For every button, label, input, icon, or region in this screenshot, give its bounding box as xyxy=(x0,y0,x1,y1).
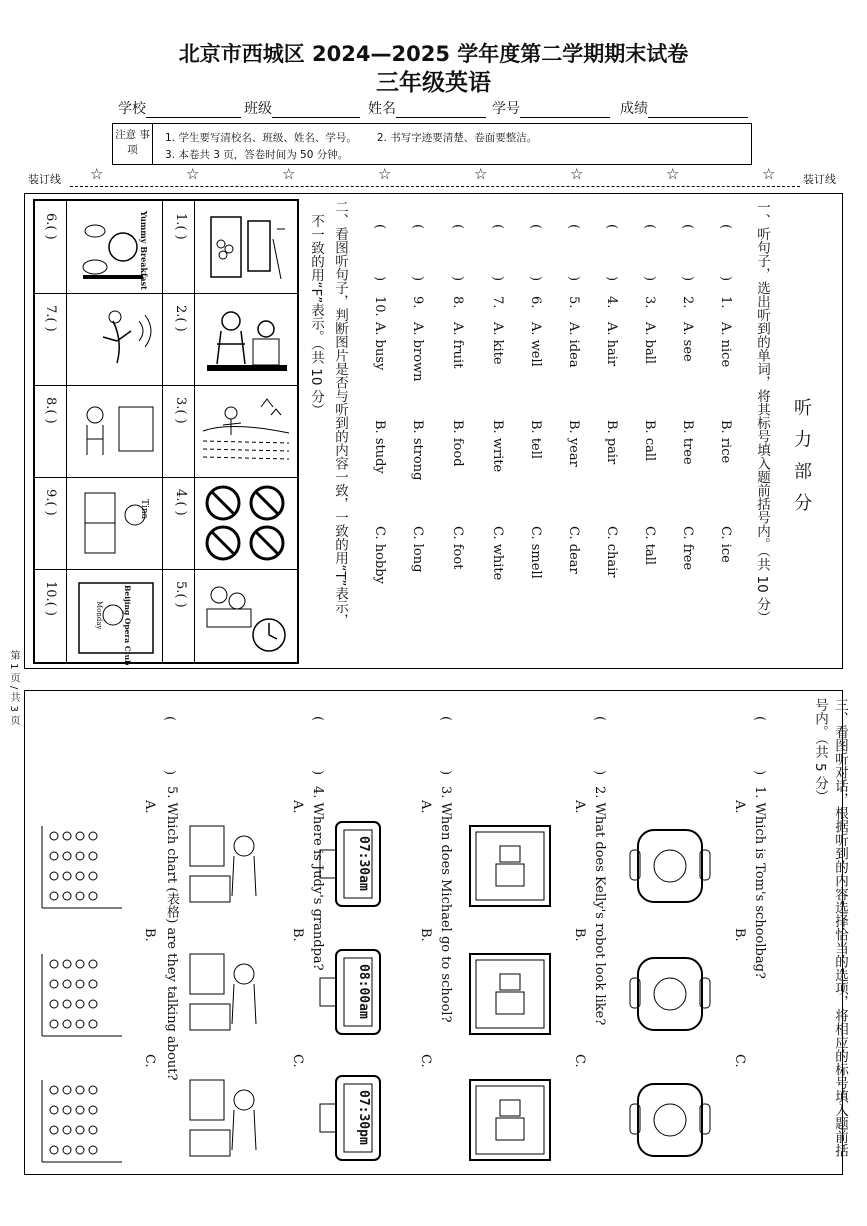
alarm-clock-picture xyxy=(310,1070,402,1170)
clock-time: 08:00am xyxy=(356,964,371,1019)
answer-bracket-close[interactable]: ) xyxy=(438,770,453,776)
tina-picture xyxy=(73,485,159,565)
star-icon: ☆ xyxy=(762,165,776,183)
question-text: 5. Which chart (表格) are they talking about? xyxy=(164,786,179,1081)
answer-bracket-open[interactable]: ( xyxy=(718,224,733,230)
option-b: B. write xyxy=(490,420,505,473)
option-label[interactable]: B. xyxy=(572,928,587,942)
notice-line-1: 1. 学生要写清校名、班级、姓名、学号。 2. 书写字迹要清楚、卷面要整洁。 xyxy=(165,132,538,144)
option-c: C. chair xyxy=(604,526,619,578)
score-field[interactable]: 成绩 xyxy=(620,98,748,120)
option-label[interactable]: C. xyxy=(142,1054,157,1068)
answer-bracket-open[interactable]: ( xyxy=(490,224,505,230)
option-label[interactable]: B. xyxy=(418,928,433,942)
answer-bracket-open[interactable]: ( xyxy=(642,224,657,230)
option-b: B. strong xyxy=(410,420,425,481)
page-number: 第 1 页 / 共 3 页 xyxy=(8,650,19,726)
option-label[interactable]: B. xyxy=(290,928,305,942)
star-icon: ☆ xyxy=(570,165,584,183)
option-c: C. white xyxy=(490,526,505,581)
answer-bracket-open[interactable]: ( xyxy=(592,716,607,722)
option-label[interactable]: A. xyxy=(290,800,305,814)
option-b: B. pair xyxy=(604,420,619,465)
binding-line xyxy=(70,186,800,187)
opera-club-picture xyxy=(73,577,159,657)
notice-line-3: 3. 本卷共 3 页，答卷时间为 50 分钟。 xyxy=(165,149,349,161)
answer-bracket-close[interactable]: ) xyxy=(450,276,465,282)
notice-label: 注意 事项 xyxy=(113,124,153,164)
option-c: C. smell xyxy=(528,526,543,579)
p2-label-2[interactable]: 2.( ) xyxy=(173,305,188,332)
option-c: C. hobby xyxy=(372,526,387,584)
exam-subtitle: 三年级英语 xyxy=(376,70,491,96)
section-title: 听 力 部 分 xyxy=(791,398,812,516)
answer-bracket-open[interactable]: ( xyxy=(566,224,581,230)
option-b: B. year xyxy=(566,420,581,467)
option-label[interactable]: B. xyxy=(142,928,157,942)
picture-grid xyxy=(33,199,299,664)
clock-time: 07:30am xyxy=(356,836,371,891)
schoolbag-picture xyxy=(624,1070,716,1170)
item-number: 1. xyxy=(718,296,733,309)
juice-box-picture xyxy=(203,209,291,287)
prohibition-signs-picture xyxy=(201,483,291,563)
question-text: 3. When does Michael go to school? xyxy=(438,786,453,1023)
option-label[interactable]: C. xyxy=(418,1054,433,1068)
option-a: A. hair xyxy=(604,322,619,367)
p2-label-3[interactable]: 3.( ) xyxy=(173,397,188,424)
option-b: B. call xyxy=(642,420,657,462)
riverside-picture xyxy=(201,391,291,471)
option-a: A. nice xyxy=(718,322,733,368)
question-text: 1. Which is Tom's schoolbag? xyxy=(752,786,767,979)
answer-bracket-close[interactable]: ) xyxy=(604,276,619,282)
item-number: 5. xyxy=(566,296,581,309)
option-c: C. ice xyxy=(718,526,733,563)
p2-label-6[interactable]: 6.( ) xyxy=(43,213,58,240)
option-b: B. tree xyxy=(680,420,695,465)
answer-bracket-close[interactable]: ) xyxy=(566,276,581,282)
item-number: 2. xyxy=(680,296,695,309)
answer-bracket-close[interactable]: ) xyxy=(718,276,733,282)
binding-label-left: 装订线 xyxy=(28,173,61,186)
p2-label-8[interactable]: 8.( ) xyxy=(43,397,58,424)
name-field[interactable]: 姓名 xyxy=(368,98,486,120)
star-icon: ☆ xyxy=(666,165,680,183)
answer-bracket-close[interactable]: ) xyxy=(162,770,177,776)
part3-instruction: 三、看图听对话，根据听到的内容选择恰当的选项，将相应的标号填入题前括号内。（共 5 分） xyxy=(812,698,848,1157)
option-label[interactable]: C. xyxy=(290,1054,305,1068)
p2-label-7[interactable]: 7.( ) xyxy=(43,305,58,332)
star-icon: ☆ xyxy=(90,165,104,183)
item-number: 8. xyxy=(450,296,465,309)
exam-title: 北京市西城区 2024—2025 学年度第二学期期末试卷 xyxy=(178,42,689,66)
answer-bracket-close[interactable]: ) xyxy=(490,276,505,282)
monday-text: Monday xyxy=(95,601,103,630)
answer-bracket-open[interactable]: ( xyxy=(410,224,425,230)
item-number: 4. xyxy=(604,296,619,309)
answer-bracket-open[interactable]: ( xyxy=(372,224,387,230)
part2-instruction-2: 不一致的用“F”表示。（共 10 分） xyxy=(308,214,324,417)
location-picture xyxy=(182,816,274,916)
tina-text: Tina xyxy=(139,499,149,520)
clock-time: 07:30pm xyxy=(356,1090,371,1145)
option-a: A. ball xyxy=(642,322,657,365)
star-icon: ☆ xyxy=(378,165,392,183)
star-icon: ☆ xyxy=(474,165,488,183)
answer-bracket-open[interactable]: ( xyxy=(310,716,325,722)
answer-bracket-open[interactable]: ( xyxy=(604,224,619,230)
school-field[interactable]: 学校 xyxy=(118,98,241,120)
option-c: C. free xyxy=(680,526,695,571)
option-label[interactable]: A. xyxy=(572,800,587,814)
schoolbag-picture xyxy=(624,816,716,916)
p2-label-10[interactable]: 10.( ) xyxy=(43,581,58,616)
option-c: C. tall xyxy=(642,526,657,566)
p2-label-4[interactable]: 4.( ) xyxy=(173,489,188,516)
option-c: C. long xyxy=(410,526,425,573)
option-label[interactable]: C. xyxy=(732,1054,747,1068)
answer-bracket-open[interactable]: ( xyxy=(438,716,453,722)
star-icon: ☆ xyxy=(282,165,296,183)
location-picture xyxy=(182,1070,274,1170)
p2-label-9[interactable]: 9.( ) xyxy=(43,489,58,516)
grid-row-line xyxy=(35,477,297,478)
answer-bracket-close[interactable]: ) xyxy=(642,276,657,282)
chart-picture xyxy=(34,944,126,1044)
chart-picture xyxy=(34,816,126,916)
option-b: B. study xyxy=(372,420,387,474)
option-c: C. foot xyxy=(450,526,465,570)
star-icon: ☆ xyxy=(186,165,200,183)
option-c: C. dear xyxy=(566,526,581,574)
question-text: 4. Where is Judy's grandpa? xyxy=(310,786,325,971)
part2-instruction: 二、看图听句子，判断图片是否与听到的内容一致，一致的用“T”表示， xyxy=(332,200,348,627)
option-label[interactable]: A. xyxy=(418,800,433,814)
p2-label-5[interactable]: 5.( ) xyxy=(173,581,188,608)
family-clock-picture xyxy=(201,575,291,657)
people-talking-picture xyxy=(201,299,291,379)
answer-bracket-close[interactable]: ) xyxy=(372,276,387,282)
option-label[interactable]: B. xyxy=(732,928,747,942)
answer-bracket-close[interactable]: ) xyxy=(528,276,543,282)
option-label[interactable]: C. xyxy=(572,1054,587,1068)
option-a: A. well xyxy=(528,322,543,367)
answer-bracket-open[interactable]: ( xyxy=(680,224,695,230)
yummy-breakfast-text: Yummy Breakfast xyxy=(139,211,149,290)
option-a: A. see xyxy=(680,322,695,362)
answer-bracket-open[interactable]: ( xyxy=(450,224,465,230)
answer-bracket-close[interactable]: ) xyxy=(410,276,425,282)
class-field[interactable]: 班级 xyxy=(244,98,360,120)
hobby-picture xyxy=(73,301,159,381)
part1-instruction: 一、听句子，选出听到的单词，将其标号填入题前括号内。（共 10 分） xyxy=(754,200,770,625)
option-b: B. rice xyxy=(718,420,733,464)
option-a: A. busy xyxy=(372,322,387,371)
item-number: 10. xyxy=(372,296,387,317)
student-id-field[interactable]: 学号 xyxy=(492,98,610,120)
answer-bracket-close[interactable]: ) xyxy=(752,770,767,776)
grid-row-line xyxy=(35,569,297,570)
item-number: 3. xyxy=(642,296,657,309)
chart-picture xyxy=(34,1070,126,1170)
answer-bracket-open[interactable]: ( xyxy=(752,716,767,722)
option-a: A. brown xyxy=(410,322,425,382)
option-a: A. fruit xyxy=(450,322,465,369)
option-label[interactable]: A. xyxy=(142,800,157,814)
grid-row-line xyxy=(35,293,297,294)
binding-label-right: 装订线 xyxy=(803,173,836,186)
item-number: 7. xyxy=(490,296,505,309)
answer-bracket-open[interactable]: ( xyxy=(528,224,543,230)
option-b: B. tell xyxy=(528,420,543,460)
item-number: 9. xyxy=(410,296,425,309)
grid-row-line xyxy=(35,385,297,386)
location-picture xyxy=(182,944,274,1044)
opera-club-text: Beijing Opera Club xyxy=(123,585,132,666)
option-a: A. idea xyxy=(566,322,581,368)
option-b: B. food xyxy=(450,420,465,467)
robot-picture xyxy=(464,816,556,916)
answer-bracket-open[interactable]: ( xyxy=(162,716,177,722)
robot-picture xyxy=(464,1070,556,1170)
answer-bracket-close[interactable]: ) xyxy=(680,276,695,282)
answer-bracket-close[interactable]: ) xyxy=(592,770,607,776)
wednesday-picture xyxy=(73,393,159,473)
question-text: 2. What does Kelly's robot look like? xyxy=(592,786,607,1026)
schoolbag-picture xyxy=(624,944,716,1044)
item-number: 6. xyxy=(528,296,543,309)
answer-bracket-close[interactable]: ) xyxy=(310,770,325,776)
p2-label-1[interactable]: 1.( ) xyxy=(173,213,188,240)
robot-picture xyxy=(464,944,556,1044)
notice-box xyxy=(112,123,752,165)
option-a: A. kite xyxy=(490,322,505,365)
option-label[interactable]: A. xyxy=(732,800,747,814)
